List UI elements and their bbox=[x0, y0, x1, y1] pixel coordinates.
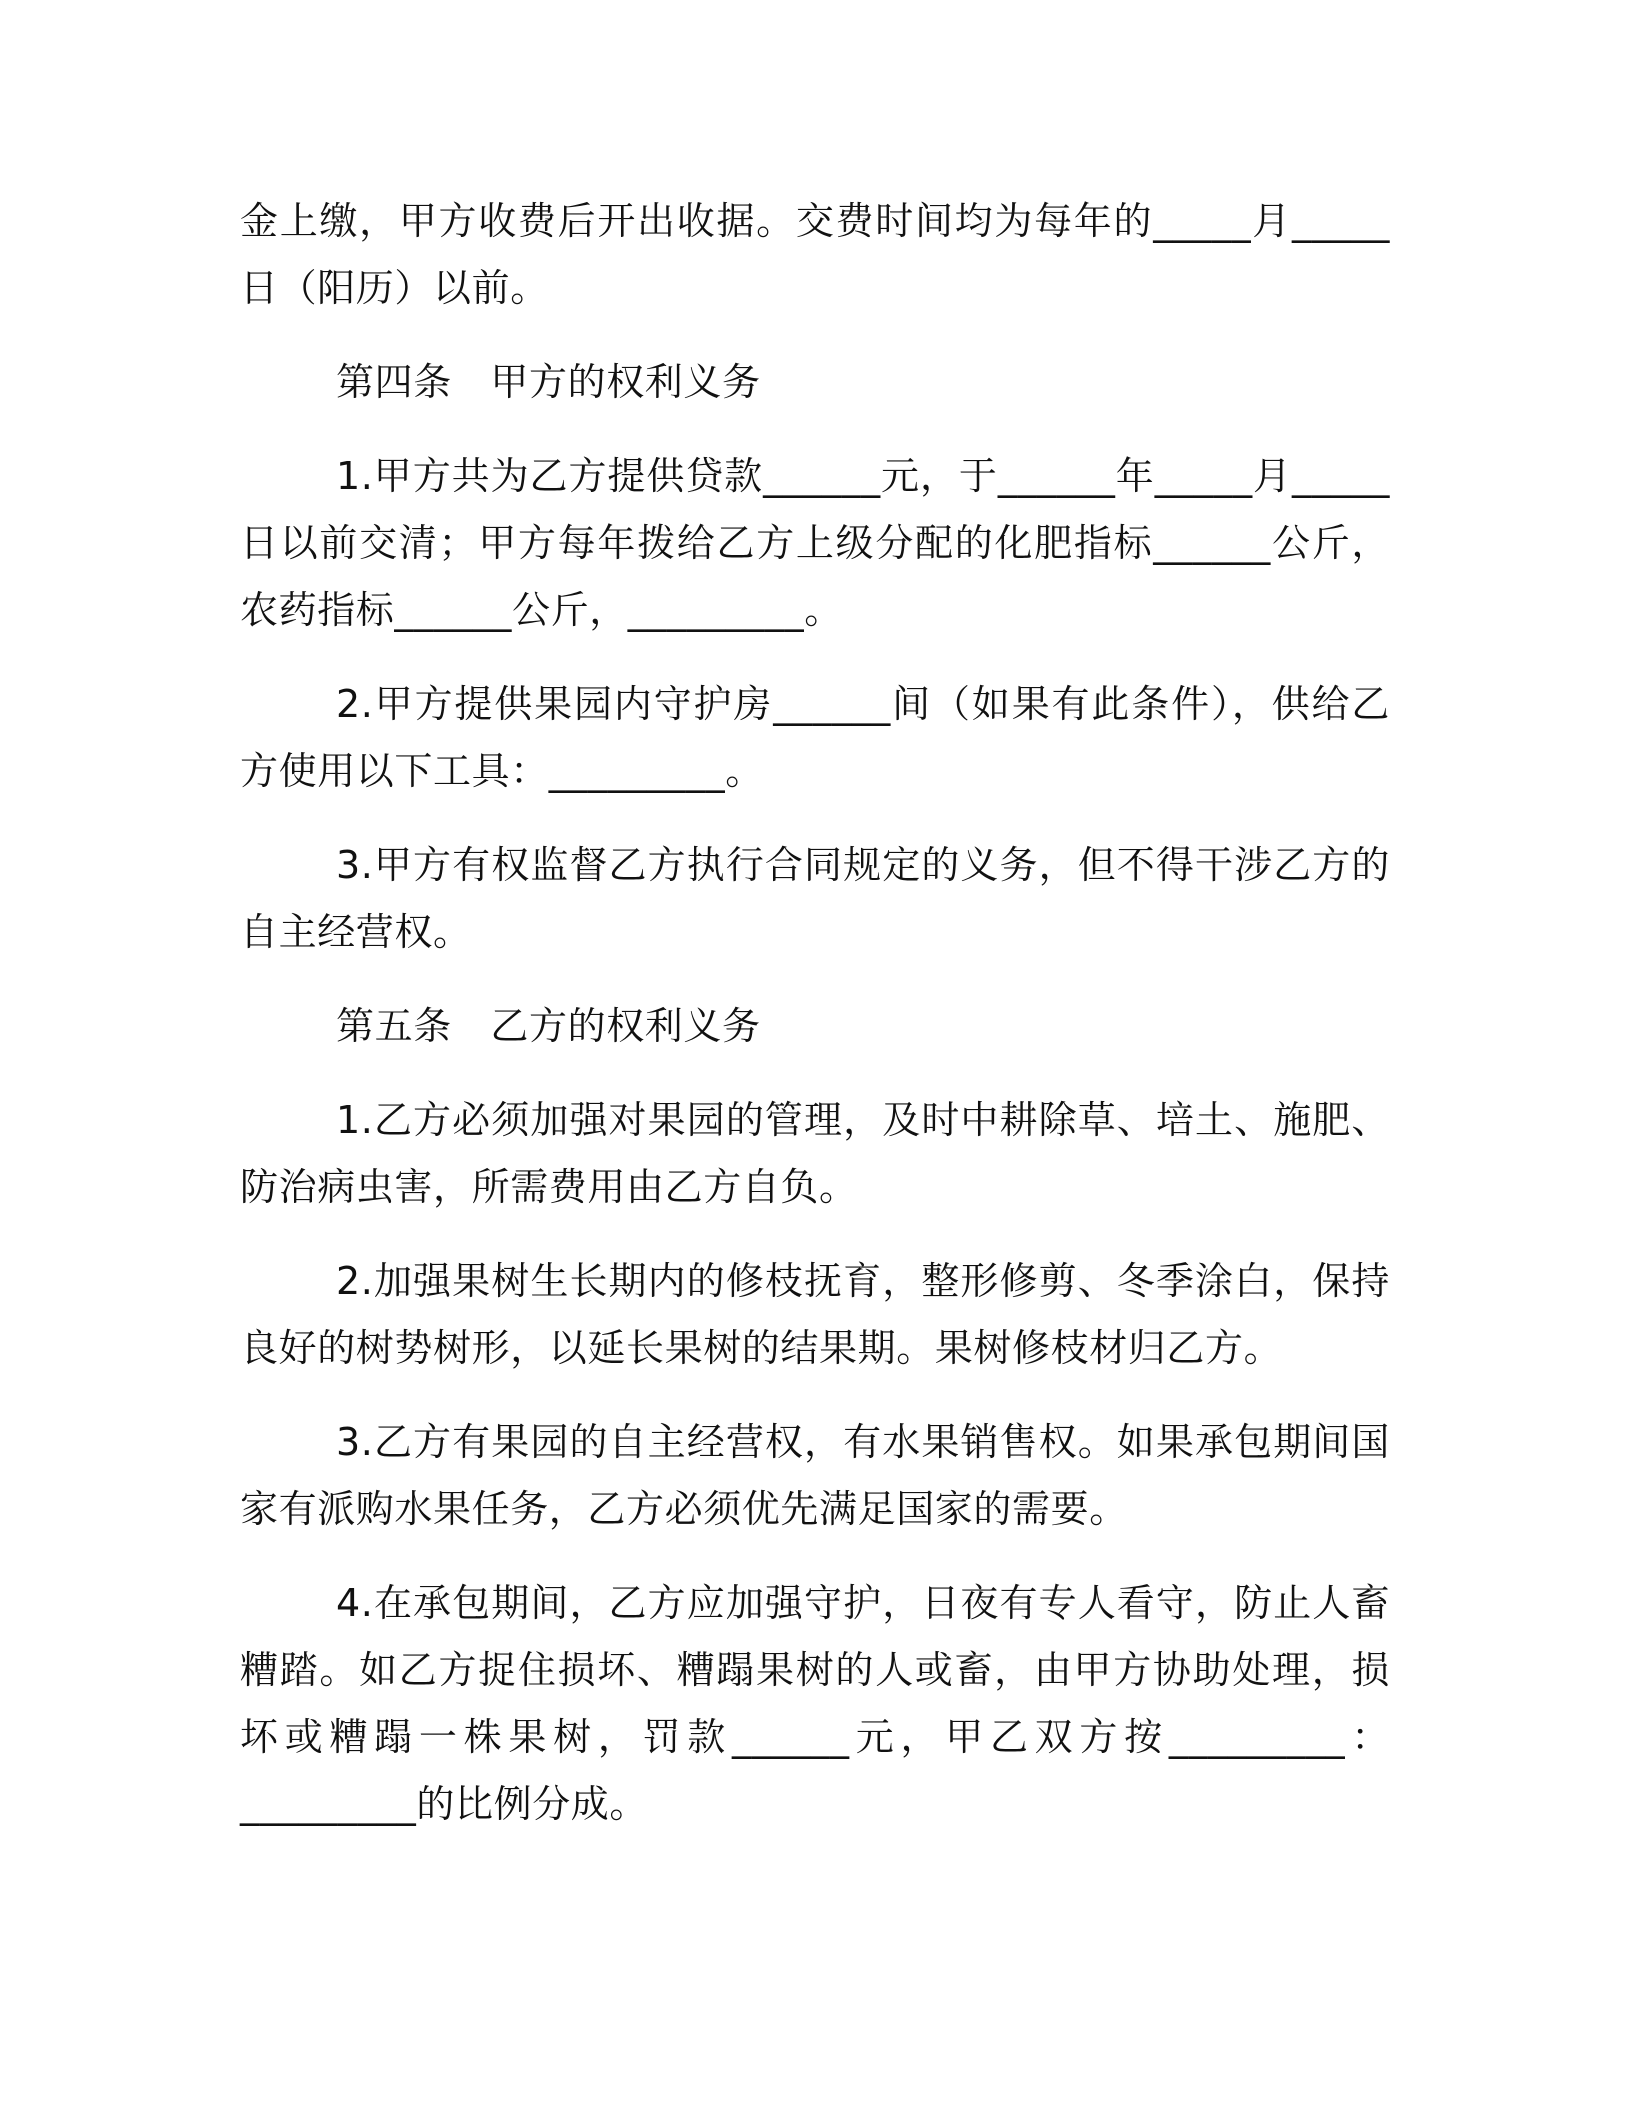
paragraph-party-b-sales-right: 3.乙方有果园的自主经营权，有水果销售权。如果承包期间国家有派购水果任务，乙方必须优先满足国家的需要。 bbox=[240, 1420, 1390, 1531]
paragraph-party-b-management: 1.乙方必须加强对果园的管理，及时中耕除草、培土、施肥、防治病虫害，所需费用由乙方自负。 bbox=[240, 1098, 1390, 1209]
article-five-heading: 第五条 乙方的权利义务 bbox=[336, 1004, 761, 1048]
article-four-heading: 第四条 甲方的权利义务 bbox=[336, 360, 761, 404]
paragraph-party-a-guard-house: 2.甲方提供果园内守护房______间（如果有此条件），供给乙方使用以下工具：_________。 bbox=[240, 682, 1390, 793]
paragraph-party-b-guarding: 4.在承包期间，乙方应加强守护，日夜有专人看守，防止人畜糟踏。如乙方捉住损坏、糟蹋果树的人或畜，由甲方协助处理，损坏或糟蹋一株果树，罚款______元，甲乙双方按_________：_________的比例分成。 bbox=[240, 1581, 1390, 1826]
paragraph-fee-payment-time: 金上缴，甲方收费后开出收据。交费时间均为每年的_____月_____日（阳历）以前。 bbox=[240, 199, 1390, 310]
paragraph-party-a-loan: 1.甲方共为乙方提供贷款______元，于______年_____月_____日以前交清；甲方每年拨给乙方上级分配的化肥指标______公斤，农药指标______公斤，_________。 bbox=[240, 454, 1390, 632]
paragraph-party-b-pruning: 2.加强果树生长期内的修枝抚育，整形修剪、冬季涂白，保持良好的树势树形，以延长果树的结果期。果树修枝材归乙方。 bbox=[240, 1259, 1390, 1370]
document-body bbox=[240, 188, 1390, 1865]
paragraph-party-a-supervision: 3.甲方有权监督乙方执行合同规定的义务，但不得干涉乙方的自主经营权。 bbox=[240, 843, 1390, 954]
